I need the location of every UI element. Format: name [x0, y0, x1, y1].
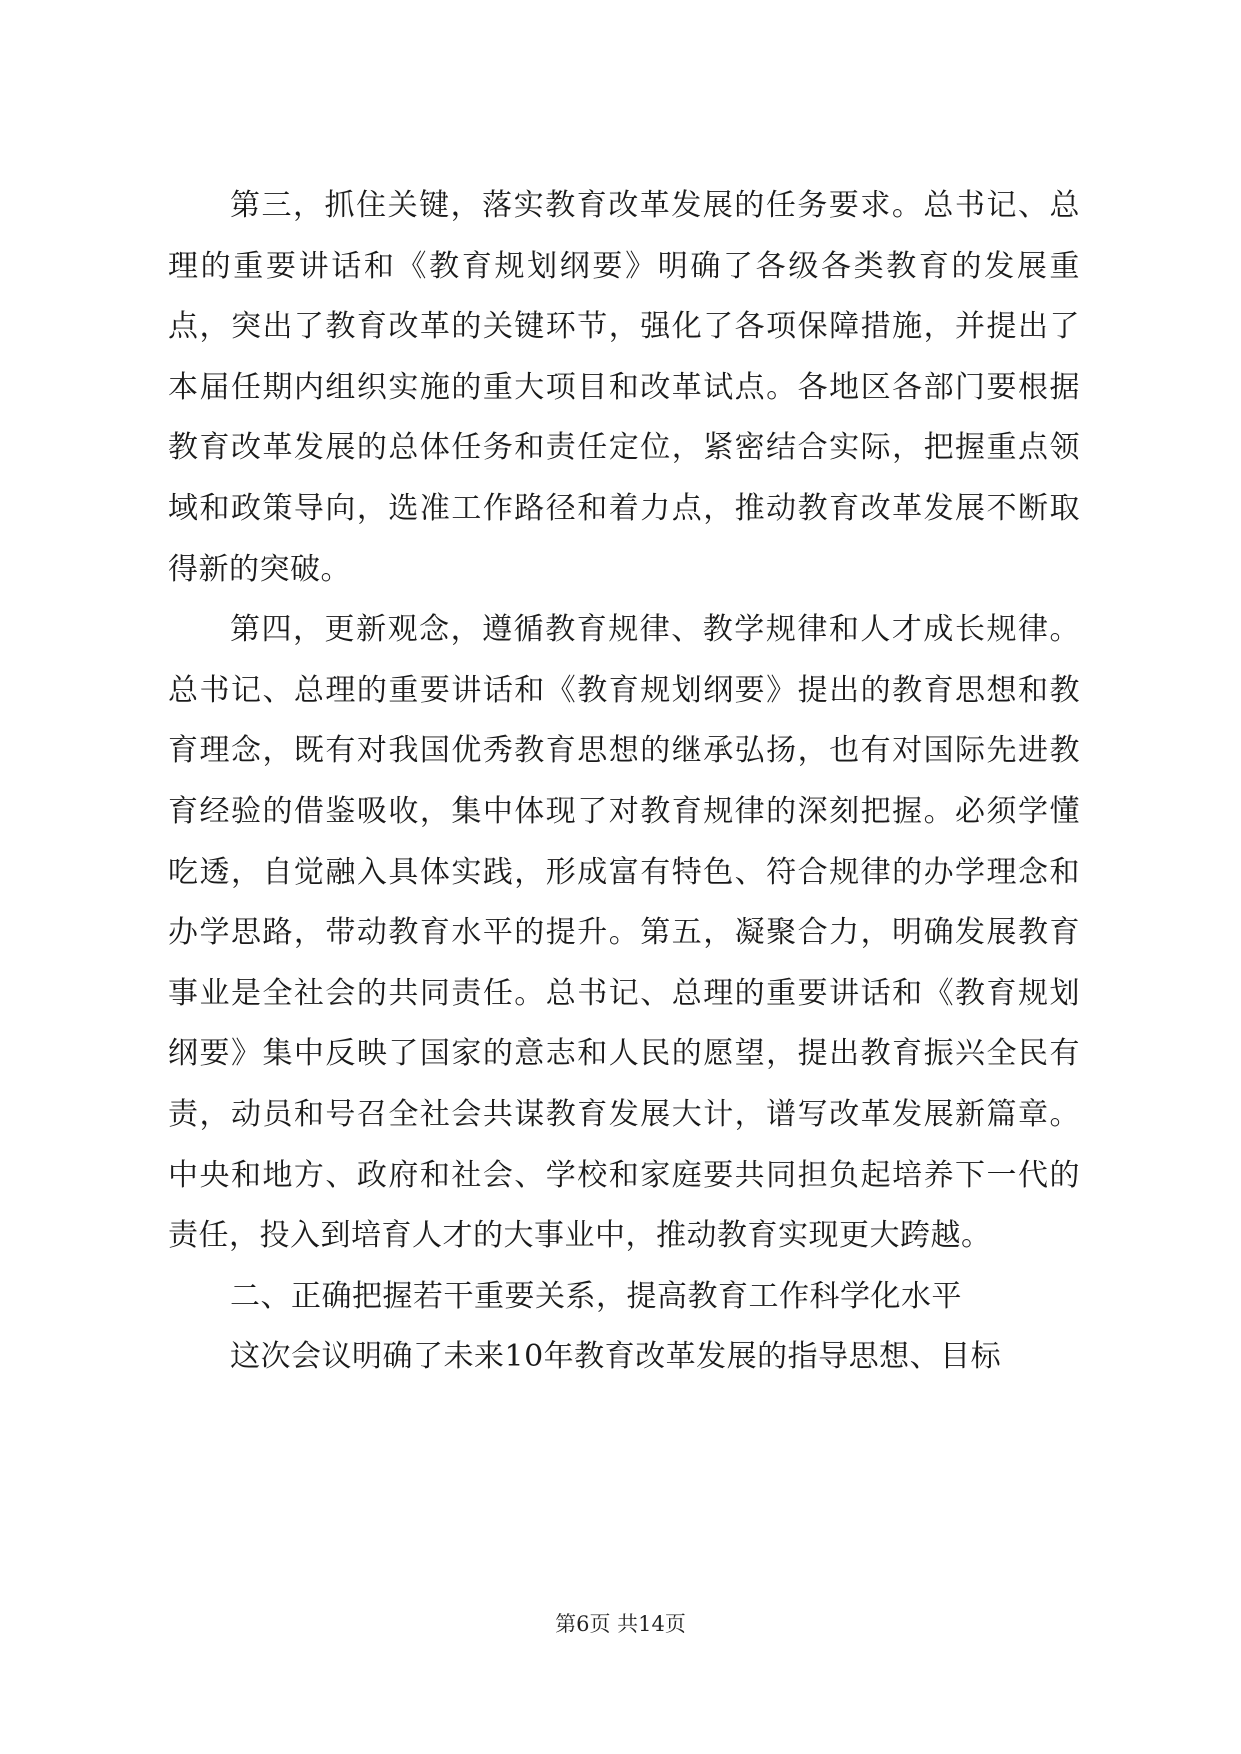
document-body — [168, 176, 1080, 1388]
paragraph-meeting-intro: 这次会议明确了未来10年教育改革发展的指导思想、目标 — [230, 1339, 1002, 1375]
paragraph-third-point: 第三，抓住关键，落实教育改革发展的任务要求。总书记、总理的重要讲话和《教育规划纲要》明确了各级各类教育的发展重点，突出了教育改革的关键环节，强化了各项保障措施，并提出了本届任期内组织实施的重大项目和改革试点。各地区各部门要根据教育改革发展的总体任务和责任定位，紧密结合实际，把握重点领域和政策导向，选准工作路径和着力点，推动教育改革发展不断取得新的突破。 — [168, 188, 1080, 587]
page-number-footer: 第6页 共14页 — [555, 1612, 686, 1636]
section-heading: 二、正确把握若干重要关系，提高教育工作科学化水平 — [230, 1278, 962, 1314]
paragraph-fourth-fifth-points: 第四，更新观念，遵循教育规律、教学规律和人才成长规律。总书记、总理的重要讲话和《教育规划纲要》提出的教育思想和教育理念，既有对我国优秀教育思想的继承弘扬，也有对国际先进教育经验的借鉴吸收，集中体现了对教育规律的深刻把握。必须学懂吃透，自觉融入具体实践，形成富有特色、符合规律的办学理念和办学思路，带动教育水平的提升。第五，凝聚合力，明确发展教育事业是全社会的共同责任。总书记、总理的重要讲话和《教育规划纲要》集中反映了国家的意志和人民的愿望，提出教育振兴全民有责，动员和号召全社会共谋教育发展大计，谱写改革发展新篇章。中央和地方、政府和社会、学校和家庭要共同担负起培养下一代的责任，投入到培育人才的大事业中，推动教育实现更大跨越。 — [168, 612, 1080, 1254]
